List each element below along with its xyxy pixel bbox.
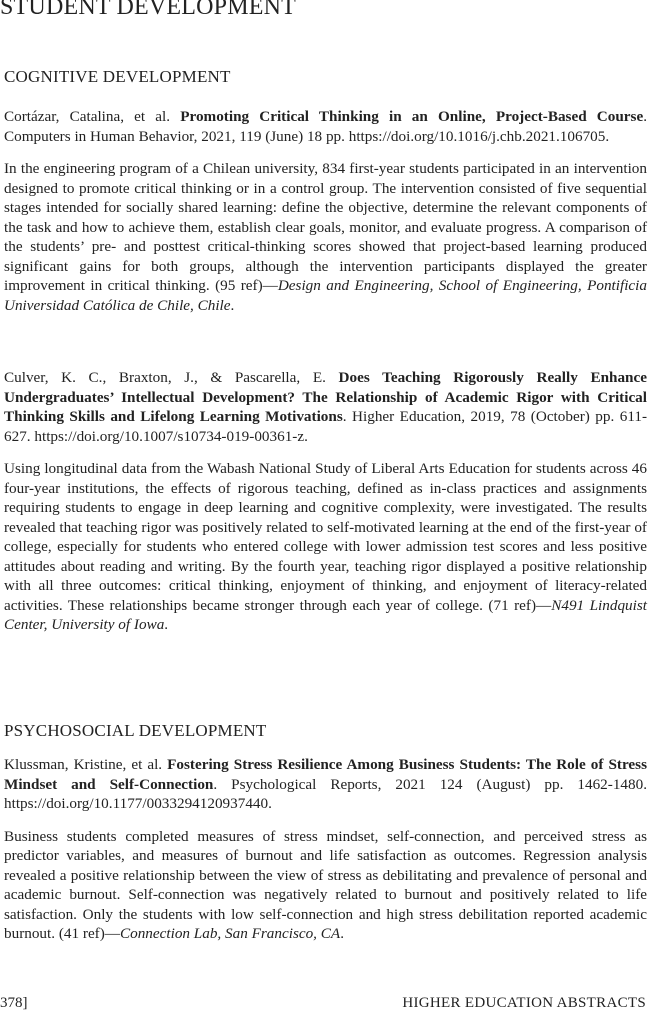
citation: Cortázar, Catalina, et al. Promoting Critical Thinking in an Online, Project-Based Course. Computers in Human Behavior, 2021, 119 (June) 18 pp. https://doi.org/10.1016/j.chb.2021.106705. [4,108,647,145]
section-heading-cognitive: COGNITIVE DEVELOPMENT [4,67,231,86]
section-heading-psychosocial: PSYCHOSOCIAL DEVELOPMENT [4,721,267,740]
citation: Culver, K. C., Braxton, J., & Pascarella, E. Does Teaching Rigorously Really Enhance Undergraduates’ Intellectual Development? The Relationship of Academic Rigor with Critical Thinking Skills and Lifelong Learning Motivations. Higher Education, 2019, 78 (October) pp. 611-627. https://doi.org/10.1007/s10734-019-00361-z. [4,369,648,445]
source: Computers in Human Behavior, 2021, 119 (June) 18 pp. https://doi.org/10.1016/j.chb.2021.106705. [4,127,610,145]
abstract-text: In the engineering program of a Chilean university, 834 first-year students participated in an intervention designed to promote critical thinking or in a control group. The intervention consisted of five sequential stages intended for socially shared learning: define the objective, determine the relevant components of the task and how to achieve them, establish clear goals, monitor, and evaluate progress. A comparison of the students’ pre- and posttest critical-thinking scores showed that project-based learning produced significant gains for both groups, although the intervention participants displayed the greater improvement in critical thinking. (95 ref)—Design and Engineering, School of Engineering, Pontificia Universidad Católica de Chile, Chile. [4,160,647,314]
citation: Klussman, Kristine, et al. Fostering Stress Resilience Among Business Students: The Role of Stress Mindset and Self-Connection. Psychological Reports, 2021 124 (August) pp. 1462-1480. https://doi.org/10.1177/0033294120937440. [4,756,647,812]
abstract-body: Business students completed measures of stress mindset, self-connection, and perceived stress as predictor variables, and measures of burnout and life satisfaction as outcomes. Regression analysis revealed a positive relationship between the view of stress as debilitating and prevalence of personal and academic burnout. Self-connection was negatively related to burnout and positively related to life satisfaction. Only the students with low self-connection and high stress debilitation reported academic burnout. (41 ref)— [4,827,647,942]
source: Psychological Reports, 2021 124 (August) pp. 1462-1480. https://doi.org/10.1177/0033294120937440. [4,775,647,812]
abstract-entry [4,368,647,635]
page-number: 378] [0,995,28,1011]
article-title: Does Teaching Rigorously Really Enhance Undergraduates’ Intellectual Development? The Relationship of Academic Rigor with Critical Thinking Skills and Lifelong Learning Motivations [4,369,647,425]
authors: Culver, K. C., Braxton, J., & Pascarella, E. [4,369,326,386]
abstract-entry [4,755,647,944]
abstract-body: Using longitudinal data from the Wabash National Study of Liberal Arts Education for students across 46 four-year institutions, the effects of rigorous teaching, defined as in-class practices and assignments requiring students to engage in deep learning and cognitive complexity, were investigated. The results revealed that teaching rigor was positively related to self-motivated learning at the end of the first-year of college, especially for students who entered college with lower admission test scores and less positive attitudes about reading and writing. By the fourth year, teaching rigor displayed a positive relationship with all three outcomes: critical thinking, enjoyment of thinking, and enjoyment of literacy-related activities. These relationships became stronger through each year of college. (71 ref)— [4,460,647,614]
authors: Klussman, Kristine, et al. [4,756,163,773]
journal-name: HIGHER EDUCATION ABSTRACTS [402,995,646,1011]
page-title: STUDENT DEVELOPMENT [0,0,297,20]
authors: Cortázar, Catalina, et al. [4,108,171,125]
affiliation: N491 Lindquist Center, University of Iowa [4,596,647,633]
article-title: Fostering Stress Resilience Among Business Students: The Role of Stress Mindset and Self-Connection [4,756,647,793]
source: Higher Education, 2019, 78 (October) pp. 611-627. https://doi.org/10.1007/s10734-019-00361-z. [4,408,648,445]
abstract-text: Using longitudinal data from the Wabash National Study of Liberal Arts Education for students across 46 four-year institutions, the effects of rigorous teaching, defined as in-class practices and assignments requiring students to engage in deep learning and cognitive complexity, were investigated. The results revealed that teaching rigor was positively related to self-motivated learning at the end of the first-year of college, especially for students who entered college with lower admission test scores and less positive attitudes about reading and writing. By the fourth year, teaching rigor displayed a positive relationship with all three outcomes: critical thinking, enjoyment of thinking, and enjoyment of literacy-related activities. These relationships became stronger through each year of college. (71 ref)—N491 Lindquist Center, University of Iowa. [4,460,647,633]
affiliation: Connection Lab, San Francisco, CA [119,925,341,942]
abstract-entry [4,107,647,315]
affiliation: Design and Engineering, School of Engineering, Pontificia Universidad Católica de Chile, Chile [4,277,647,314]
article-title: Promoting Critical Thinking in an Online, Project-Based Course [180,108,644,125]
abstract-body: In the engineering program of a Chilean university, 834 first-year students participated in an intervention designed to promote critical thinking or in a control group. The intervention consisted of five sequential stages intended for socially shared learning: define the objective, determine the relevant components of the task and how to achieve them, establish clear goals, monitor, and evaluate progress. A comparison of the students’ pre- and posttest critical-thinking scores showed that project-based learning produced significant gains for both groups, although the intervention participants displayed the greater improvement in critical thinking. (95 ref)— [4,160,647,294]
abstract-text: Business students completed measures of stress mindset, self-connection, and perceived stress as predictor variables, and measures of burnout and life satisfaction as outcomes. Regression analysis revealed a positive relationship between the view of stress as debilitating and prevalence of personal and academic burnout. Self-connection was negatively related to burnout and positively related to life satisfaction. Only the students with low self-connection and high stress debilitation reported academic burnout. (41 ref)—Connection Lab, San Francisco, CA. [4,827,647,942]
